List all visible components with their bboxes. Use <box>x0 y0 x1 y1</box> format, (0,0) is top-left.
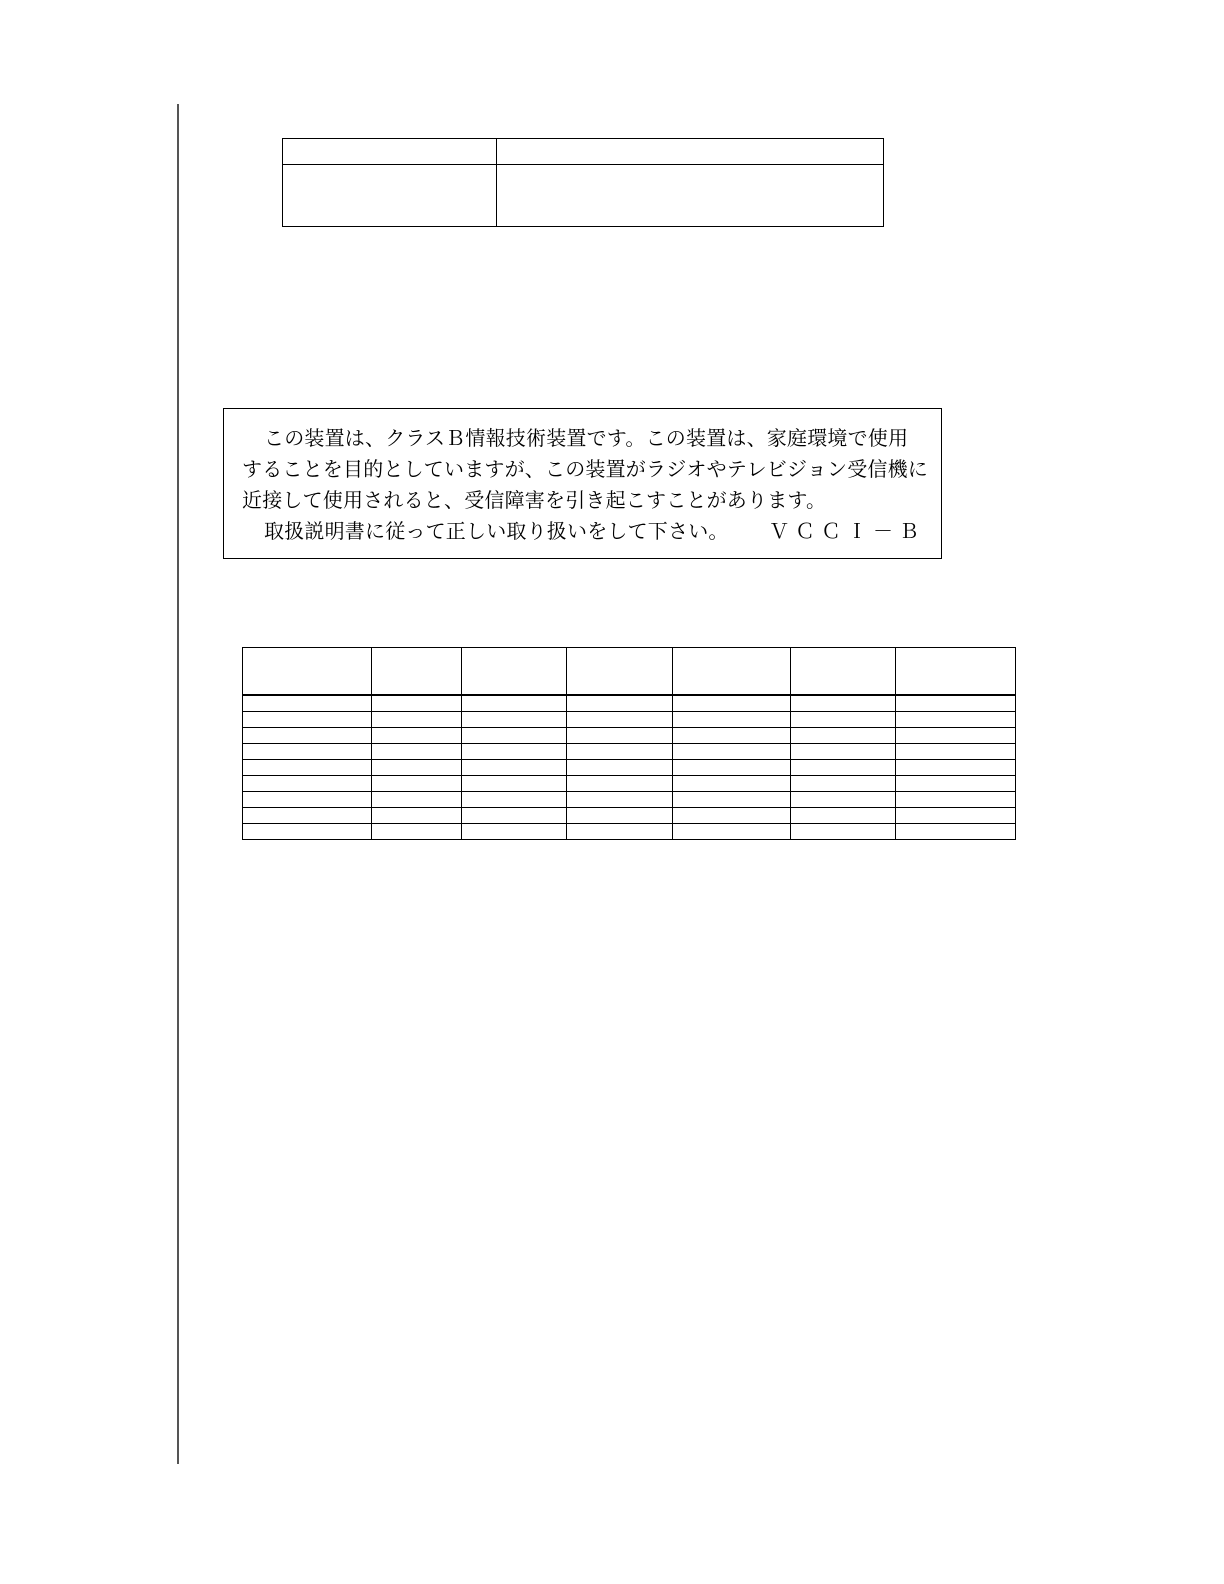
table-row <box>243 744 1016 760</box>
table-cell <box>243 824 372 840</box>
table-cell <box>372 695 462 712</box>
table-header-cell <box>791 648 896 696</box>
notice-line-1: この装置は、クラスＢ情報技術装置です。この装置は、家庭環境で使用 <box>264 426 909 450</box>
table-cell <box>462 808 567 824</box>
table-row <box>243 776 1016 792</box>
table-cell <box>372 760 462 776</box>
table-cell <box>372 744 462 760</box>
vcci-class-mark: ＶＣＣＩ－Ｂ <box>769 519 925 543</box>
table-cell <box>243 776 372 792</box>
table-cell <box>567 792 673 808</box>
table-cell <box>673 744 791 760</box>
table-row <box>243 695 1016 712</box>
table-cell <box>372 712 462 728</box>
table-cell <box>791 824 896 840</box>
table-cell <box>243 744 372 760</box>
table-cell <box>673 776 791 792</box>
table-cell <box>896 792 1016 808</box>
table-row <box>243 792 1016 808</box>
table-cell <box>673 808 791 824</box>
notice-line-3: 近接して使用されると、受信障害を引き起こすことがあります。 <box>242 488 827 512</box>
table-row <box>243 824 1016 840</box>
table-cell <box>283 165 497 227</box>
table-header-cell <box>462 648 567 696</box>
table-cell <box>372 776 462 792</box>
table-header-cell <box>243 648 372 696</box>
table-header-cell <box>567 648 673 696</box>
table-cell <box>462 695 567 712</box>
table-cell <box>896 712 1016 728</box>
table-header-cell <box>372 648 462 696</box>
table-cell <box>896 776 1016 792</box>
table-cell <box>791 776 896 792</box>
table-cell <box>567 760 673 776</box>
table-cell <box>372 808 462 824</box>
table-cell <box>462 728 567 744</box>
table-cell <box>673 760 791 776</box>
notice-line-4-text: 取扱説明書に従って正しい取り扱いをして下さい。 <box>264 519 729 543</box>
table-row <box>243 712 1016 728</box>
table-cell <box>462 744 567 760</box>
table-row <box>243 760 1016 776</box>
left-margin-rule <box>177 104 179 1464</box>
table-cell <box>896 824 1016 840</box>
table-cell <box>896 744 1016 760</box>
table-cell <box>567 776 673 792</box>
table-cell <box>567 728 673 744</box>
table-cell <box>567 744 673 760</box>
table-cell <box>283 139 497 165</box>
table-header-cell <box>896 648 1016 696</box>
table-cell <box>462 712 567 728</box>
table-cell <box>462 792 567 808</box>
table-cell <box>462 776 567 792</box>
table-cell <box>791 695 896 712</box>
table-cell <box>243 728 372 744</box>
table-cell <box>243 712 372 728</box>
table-cell <box>243 792 372 808</box>
notice-line-4 <box>242 516 925 547</box>
table-cell <box>372 728 462 744</box>
table-cell <box>497 139 884 165</box>
vcci-notice-box <box>223 408 942 559</box>
table-cell <box>896 728 1016 744</box>
table-row <box>243 728 1016 744</box>
table-row <box>243 808 1016 824</box>
table-cell <box>243 808 372 824</box>
table-cell <box>567 712 673 728</box>
table-cell <box>462 760 567 776</box>
table-cell <box>673 712 791 728</box>
table-cell <box>567 808 673 824</box>
table-cell <box>896 695 1016 712</box>
table-header-row <box>243 648 1016 696</box>
table-cell <box>791 760 896 776</box>
table-cell <box>243 760 372 776</box>
notice-line-2: することを目的としていますが、この装置がラジオやテレビジョン受信機に <box>242 457 928 481</box>
table-row <box>283 139 884 165</box>
table-cell <box>372 824 462 840</box>
table-cell <box>791 728 896 744</box>
table-cell <box>372 792 462 808</box>
table-cell <box>567 824 673 840</box>
table-cell <box>791 792 896 808</box>
table-cell <box>673 728 791 744</box>
table-cell <box>673 824 791 840</box>
table-cell <box>567 695 673 712</box>
table-header-cell <box>673 648 791 696</box>
info-table <box>282 138 884 227</box>
table-cell <box>896 760 1016 776</box>
table-cell <box>462 824 567 840</box>
table-cell <box>896 808 1016 824</box>
table-row <box>283 165 884 227</box>
table-cell <box>791 808 896 824</box>
table-cell <box>497 165 884 227</box>
table-cell <box>243 695 372 712</box>
table-cell <box>791 744 896 760</box>
table-cell <box>673 792 791 808</box>
data-grid-table <box>242 647 1016 840</box>
table-cell <box>791 712 896 728</box>
table-cell <box>673 695 791 712</box>
